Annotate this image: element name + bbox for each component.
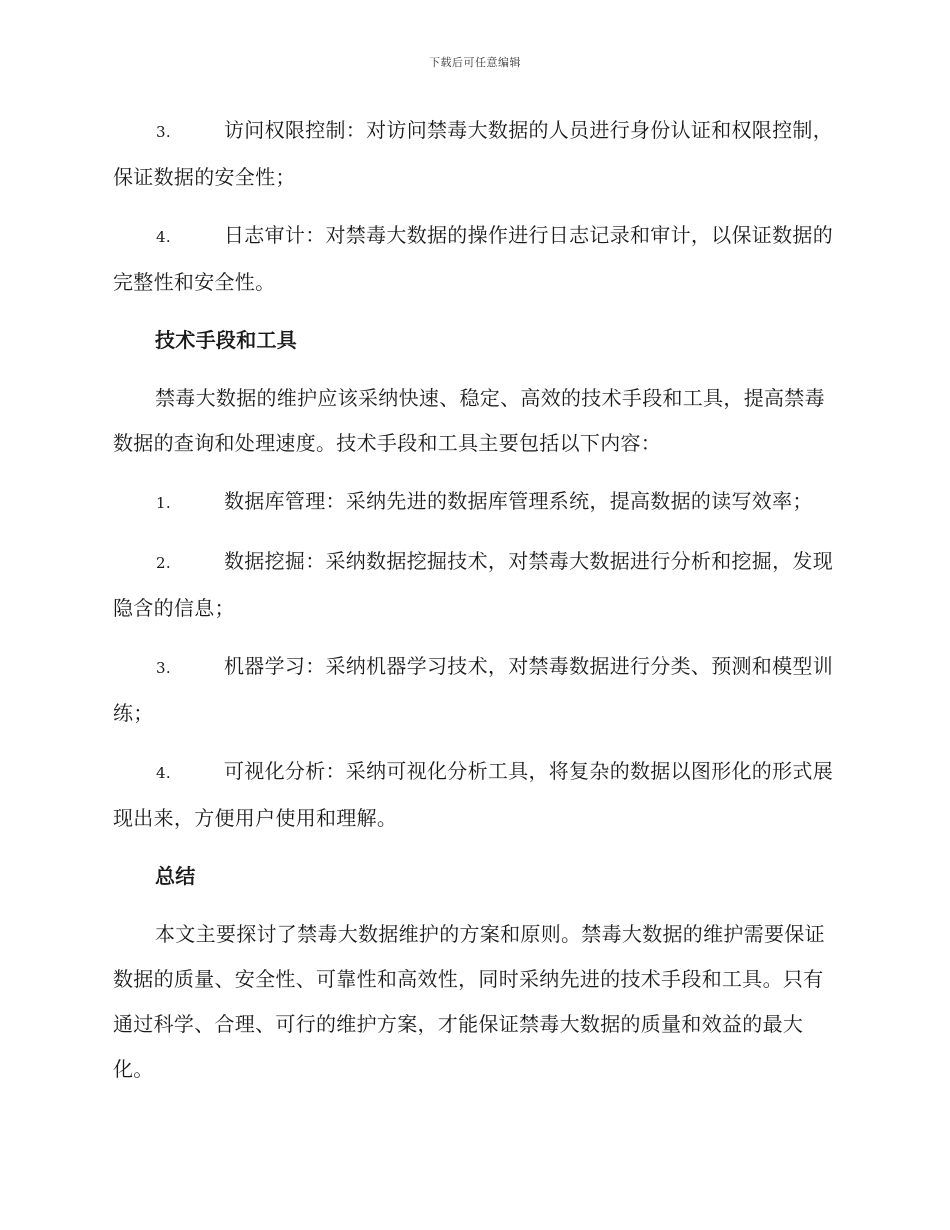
list-item-access-control [113, 108, 833, 200]
list-item-text: 日志审计：对禁毒大数据的操作进行日志记录和审计，以保证数据的完整性和安全性。 [113, 223, 833, 294]
document-body [113, 108, 833, 1105]
list-number: 3. [156, 123, 171, 141]
list-item-log-audit [113, 213, 833, 305]
list-item-text: 数据挖掘：采纳数据挖掘技术，对禁毒大数据进行分析和挖掘，发现隐含的信息； [113, 549, 833, 620]
list-item-text: 访问权限控制：对访问禁毒大数据的人员进行身份认证和权限控制，保证数据的安全性； [113, 118, 833, 189]
list-number: 4. [156, 764, 171, 782]
list-item-visual-analysis [113, 749, 833, 841]
summary-paragraph: 本文主要探讨了禁毒大数据维护的方案和原则。禁毒大数据的维护需要保证数据的质量、安全性、可靠性和高效性，同时采纳先进的技术手段和工具。只有通过科学、合理、可行的维护方案，才能保证禁毒大数据的质量和效益的最大化。 [113, 922, 825, 1081]
list-item-text: 可视化分析：采纳可视化分析工具，将复杂的数据以图形化的形式展现出来，方便用户使用和理解。 [113, 759, 833, 830]
section-heading-tools: 技术手段和工具 [155, 328, 298, 352]
list-item-machine-learning [113, 644, 833, 736]
list-number: 2. [156, 554, 171, 572]
tools-intro-paragraph: 禁毒大数据的维护应该采纳快速、稳定、高效的技术手段和工具，提高禁毒数据的查询和处理速度。技术手段和工具主要包括以下内容： [113, 386, 825, 455]
list-number: 3. [156, 659, 171, 677]
section-heading-summary: 总结 [155, 864, 196, 888]
list-item-database-management [113, 479, 833, 526]
list-item-text: 机器学习：采纳机器学习技术，对禁毒数据进行分类、预测和模型训练； [113, 654, 833, 725]
list-item-text: 数据库管理：采纳先进的数据库管理系统，提高数据的读写效率； [224, 489, 813, 513]
list-number: 1. [156, 494, 171, 512]
list-item-data-mining [113, 539, 833, 631]
page-header: 下载后可任意编辑 [429, 56, 521, 69]
list-number: 4. [156, 228, 171, 246]
